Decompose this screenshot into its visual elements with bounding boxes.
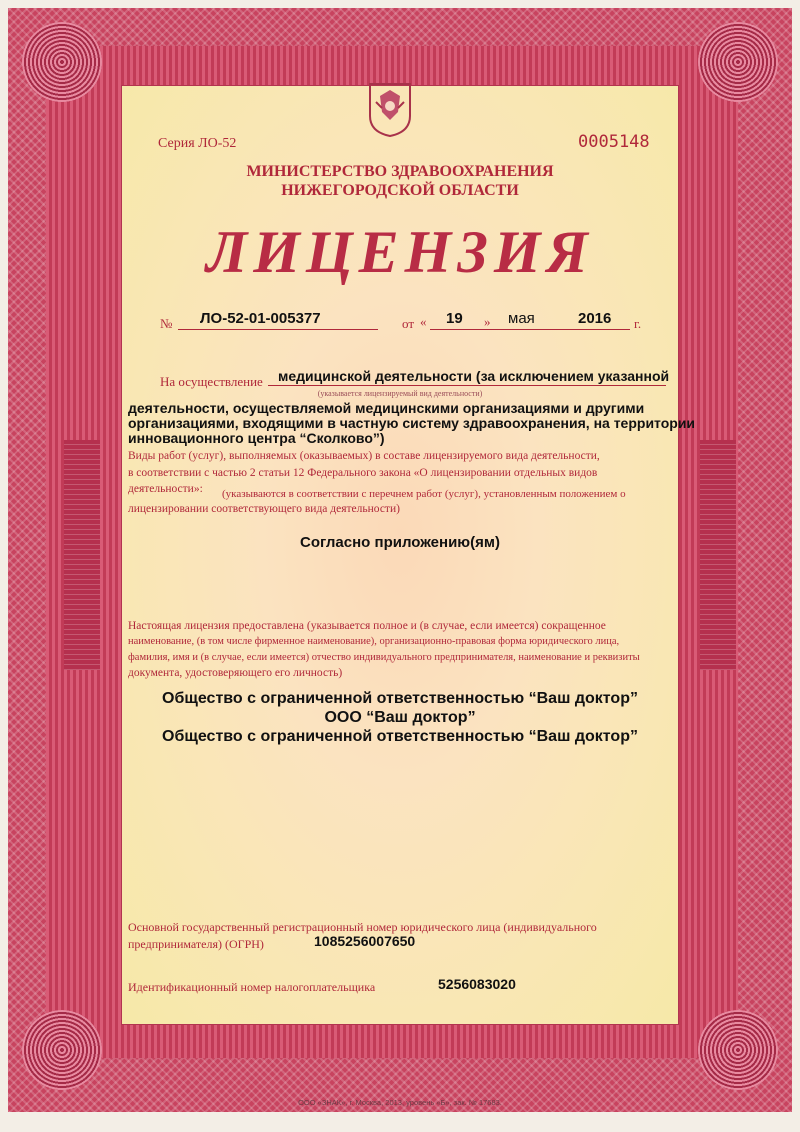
ministry-line-2: НИЖЕГОРОДСКОЙ ОБЛАСТИ (281, 182, 519, 199)
granted-line-4: документа, удостоверяющего его личность) (128, 667, 343, 679)
date-quote-close: » (484, 314, 491, 329)
activity-caption: (указывается лицензируемый вид деятельности) (317, 389, 483, 398)
date-year-suffix: г. (634, 316, 642, 331)
date-month: мая (508, 310, 535, 327)
number-prefix: № (160, 316, 173, 331)
ogrn-value: 1085256007650 (314, 933, 416, 949)
corner-rosette-bottom-left (22, 1010, 102, 1090)
document-title: ЛИЦЕНЗИЯ (206, 219, 594, 285)
corner-rosette-bottom-right (698, 1010, 778, 1090)
activity-value-line-4: инновационного центра “Сколково”) (128, 430, 385, 446)
ogrn-line-1: Основной государственный регистрационный номер юридического лица (индивидуального (128, 920, 597, 934)
activity-value-line-2: деятельности, осуществляемой медицинскими организациями и другими (128, 400, 645, 416)
granted-line-3: фамилия, имя и (в случае, если имеется) отчество индивидуального предпринимателя, наименование и реквизиты (128, 652, 640, 663)
ministry-line-1: МИНИСТЕРСТВО ЗДРАВООХРАНЕНИЯ (246, 163, 554, 180)
org-brand-name: Общество с ограниченной ответственностью “Ваш доктор” (162, 728, 638, 745)
works-value: Согласно приложению(ям) (300, 534, 500, 551)
printer-note: ООО «ЗНАК», г. Москва, 2013, уровень «Б», зак. № 17683. (298, 1098, 502, 1107)
works-line-3-caption: (указываются в соответствии с перечнем работ (услуг), установленным положением о (222, 488, 626, 500)
side-panel-right (700, 440, 736, 670)
activity-underline (268, 385, 666, 386)
series-label: Серия ЛО-52 (158, 136, 237, 151)
date-year: 2016 (578, 310, 612, 327)
works-line-1: Виды работ (услуг), выполняемых (оказываемых) в составе лицензируемого вида деятельности, (128, 450, 600, 462)
activity-value-line-1: медицинской деятельности (за исключением указанной (278, 368, 670, 384)
date-day: 19 (446, 310, 463, 327)
side-panel-left (64, 440, 100, 670)
license-number: ЛО-52-01-005377 (200, 310, 321, 327)
date-from-label: от (402, 316, 415, 331)
date-quote-open: « (420, 314, 427, 329)
activity-value-line-3: организациями, входящими в частную систему здравоохранения, на территории (128, 415, 696, 431)
works-line-2: в соответствии с частью 2 статьи 12 Федерального закона «О лицензировании отдельных видов (128, 467, 598, 479)
org-short-name: ООО “Ваш доктор” (324, 709, 476, 726)
serial-number: 0005148 (578, 132, 650, 152)
granted-line-1: Настоящая лицензия предоставлена (указывается полное и (в случае, если имеется) сокращенное (128, 620, 606, 632)
corner-rosette-top-left (22, 22, 102, 102)
works-line-3-label: деятельности»: (128, 483, 203, 495)
date-underline (430, 329, 630, 330)
coat-of-arms-emblem (366, 82, 414, 138)
activity-label: На осуществление (160, 374, 263, 389)
inn-value: 5256083020 (438, 976, 516, 992)
org-full-name: Общество с ограниченной ответственностью “Ваш доктор” (162, 690, 638, 707)
ogrn-line-2: предпринимателя) (ОГРН) (128, 937, 264, 951)
works-line-4: лицензировании соответствующего вида деятельности) (128, 503, 400, 515)
corner-rosette-top-right (698, 22, 778, 102)
license-number-underline (178, 329, 378, 330)
granted-line-2: наименование, (в том числе фирменное наименование), организационно-правовая форма юридического лица, (128, 636, 620, 647)
inn-label: Идентификационный номер налогоплательщика (128, 980, 376, 994)
